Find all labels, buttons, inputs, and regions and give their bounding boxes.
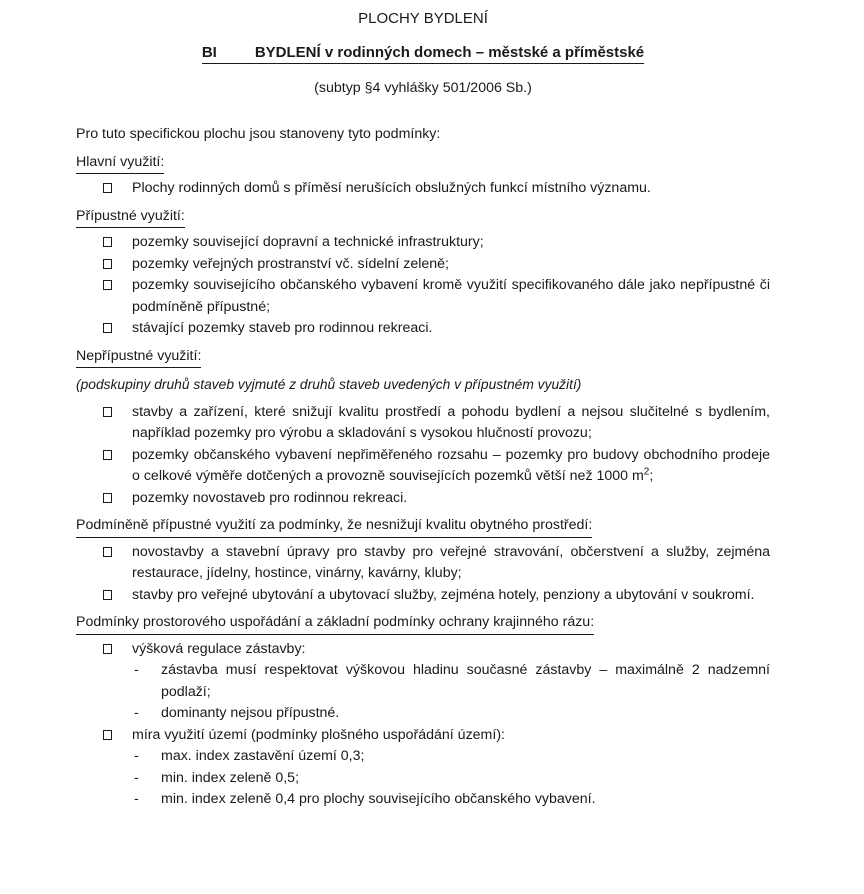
sub-list-item — [134, 768, 770, 790]
list-item — [103, 488, 770, 510]
zone-code: BI — [201, 44, 217, 61]
list-item-text: pozemky souvisejícího občanského vybavení kromě využití specifikovaného dále jako nepřípustné či podmíněně přípustné; — [132, 277, 770, 315]
sub-list-item-text: max. index zastavění území 0,3; — [161, 748, 365, 764]
list-item-text: pozemky související dopravní a technické infrastruktury; — [132, 234, 484, 250]
dash-marker: - — [134, 705, 139, 721]
square-bullet-icon — [103, 445, 132, 488]
list-item — [103, 318, 770, 340]
section-heading-hlavni-vyuziti: Hlavní využití: — [76, 152, 770, 175]
list-item — [103, 585, 770, 607]
list-item — [103, 639, 770, 661]
list-item-text: stavby a zařízení, které snižují kvalitu prostředí a pohodu bydlení a nejsou slučitelné s bydlením, například pozemky pro výrobu a skladování s vysokou hlučností provozu; — [132, 403, 770, 441]
dash-marker: - — [134, 748, 139, 764]
zone-heading-line — [76, 44, 770, 64]
list-item — [103, 275, 770, 318]
sub-list-item-text: dominanty nejsou přípustné. — [161, 705, 340, 721]
list-item — [103, 254, 770, 276]
dash-marker: - — [134, 662, 139, 678]
list-item — [103, 232, 770, 254]
intro-paragraph: Pro tuto specifickou plochu jsou stanoveny tyto podmínky: — [76, 126, 441, 142]
square-bullet-icon — [103, 725, 132, 747]
square-bullet-icon — [103, 275, 132, 318]
zone-heading-underline — [202, 44, 644, 64]
square-bullet-icon — [103, 318, 132, 340]
square-bullet-icon — [103, 542, 132, 585]
section-heading-pripustne-vyuziti: Přípustné využití: — [76, 206, 770, 229]
dash-marker: - — [134, 791, 139, 807]
square-bullet-icon — [103, 254, 132, 276]
square-bullet-icon — [103, 232, 132, 254]
list-item-text: pozemky veřejných prostranství vč. sídelní zeleně; — [132, 255, 449, 272]
list-item-text: stávající pozemky staveb pro rodinnou rekreaci. — [132, 320, 433, 336]
dash-marker: - — [134, 769, 139, 786]
list-item — [103, 402, 770, 445]
zone-name: BYDLENÍ v rodinných domech – městské a příměstské — [254, 44, 645, 61]
superscript-2: 2 — [643, 466, 650, 478]
sub-list-item — [134, 703, 770, 725]
list-item-text: míra využití území (podmínky plošného uspořádání území): — [132, 726, 505, 743]
list-item-text: novostavby a stavební úpravy pro stavby pro veřejné stravování, občerstvení a služby, zejména restaurace, jídelny, hostince, vinárny, kavárny, kluby; — [132, 543, 770, 581]
sub-list-item-text: min. index zeleně 0,4 pro plochy souvisejícího občanského vybavení. — [161, 791, 596, 807]
section-heading-nepripustne-vyuziti: Nepřípustné využití: — [76, 346, 770, 369]
square-bullet-icon — [103, 178, 132, 200]
list-item-text: stavby pro veřejné ubytování a ubytovací služby, zejména hotely, penziony a ubytování v soukromí. — [132, 586, 755, 603]
section-note-italic: (podskupiny druhů staveb vyjmuté z druhů staveb uvedených v přípustném využití) — [76, 377, 582, 392]
sub-list-item-text: zástavba musí respektovat výškovou hladinu současné zástavby – maximálně 2 nadzemní podlaží; — [161, 662, 770, 700]
list-item-text: Plochy rodinných domů s příměsí nerušících obslužných funkcí místního významu. — [132, 180, 651, 196]
square-bullet-icon — [103, 639, 132, 661]
list-item-text-after: ; — [649, 468, 654, 484]
sub-list-item — [134, 746, 770, 768]
list-item — [103, 725, 770, 747]
document-subtitle: (subtyp §4 vyhlášky 501/2006 Sb.) — [314, 80, 532, 96]
list-item — [103, 445, 770, 488]
list-item-text — [132, 445, 770, 488]
list-item — [103, 542, 770, 585]
sub-list-item-text: min. index zeleně 0,5; — [161, 769, 300, 786]
sub-list-item — [134, 789, 770, 811]
square-bullet-icon — [103, 402, 132, 445]
square-bullet-icon — [103, 585, 132, 607]
sub-list-item — [134, 660, 770, 703]
section-heading-podminene-pripustne: Podmíněně přípustné využití za podmínky, že nesnižují kvalitu obytného prostředí: — [76, 515, 770, 538]
square-bullet-icon — [103, 488, 132, 510]
list-item-text: pozemky novostaveb pro rodinnou rekreaci. — [132, 489, 408, 506]
list-item-text: výšková regulace zástavby: — [132, 640, 306, 657]
list-item-text-main: pozemky občanského vybavení nepřiměřeného rozsahu – pozemky pro budovy obchodního prodeje o celkové výměře dotčených a provozně souvisejících pozemků větší než 1000 m — [132, 446, 770, 484]
section-heading-podminky-prostoroveho: Podmínky prostorového uspořádání a základní podmínky ochrany krajinného rázu: — [76, 612, 770, 635]
document-title: PLOCHY BYDLENÍ — [358, 10, 488, 27]
list-item — [103, 178, 770, 200]
